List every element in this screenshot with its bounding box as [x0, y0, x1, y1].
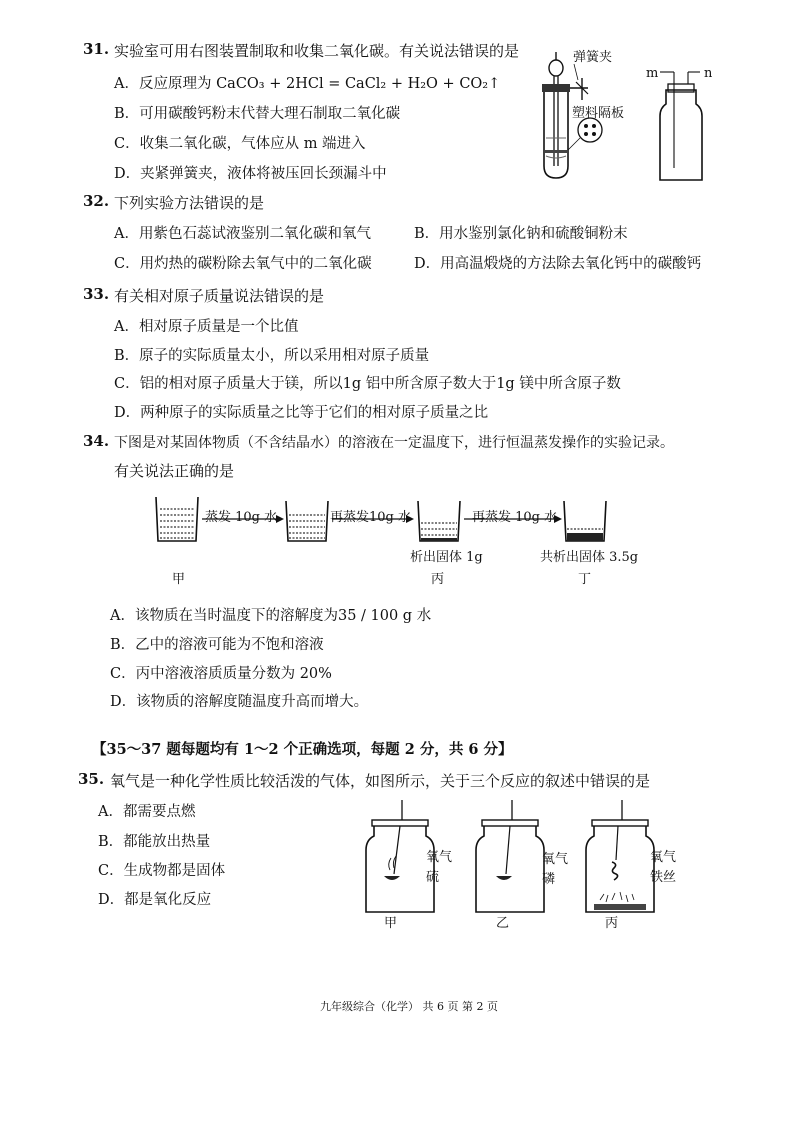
beaker-icon	[156, 497, 198, 541]
page-footer: 九年级综合（化学） 共 6 页 第 2 页	[320, 1000, 498, 1013]
spring-clip-icon	[570, 64, 588, 100]
question-34-stem-line1: 下图是对某固体物质（不含结晶水）的溶液在一定温度下，进行恒温蒸发操作的实验记录。	[114, 435, 674, 451]
label-m: m	[646, 66, 659, 81]
jar2-gas-label: 氧气	[542, 852, 569, 867]
label-n: n	[704, 66, 713, 81]
arrow-label-2: 再蒸发10g 水	[330, 510, 411, 525]
jar1-tag: 甲	[384, 916, 398, 931]
jar3-substance-label: 铁丝	[650, 870, 677, 885]
q33-option-d: D．两种原子的实际质量之比等于它们的相对原子质量之比	[114, 405, 489, 421]
q31-apparatus-figure	[530, 38, 720, 188]
q35-jars-figure	[360, 800, 680, 918]
q33-option-b: B．原子的实际质量太小，所以采用相对原子质量	[114, 348, 430, 364]
q35-option-a: A．都需要点燃	[98, 804, 196, 820]
beaker-tag-jia: 甲	[172, 572, 186, 587]
jar1-substance-label: 硫	[426, 870, 440, 885]
q35-option-d: D．都是氧化反应	[98, 892, 212, 908]
arrow-label-1: 蒸发 10g 水	[205, 510, 278, 525]
question-31-stem: 实验室可用右图装置制取和收集二氧化碳。有关说法错误的是	[114, 42, 520, 60]
test-tube-icon	[542, 84, 570, 178]
q31-option-c: C．收集二氧化碳，气体应从 m 端进入	[114, 136, 366, 152]
gas-jar-icon	[476, 800, 544, 912]
question-32-number: 32.	[83, 192, 110, 210]
jar3-gas-label: 氧气	[650, 850, 677, 865]
funnel-icon	[549, 52, 563, 166]
beaker-icon	[418, 501, 460, 541]
beaker-tag-ding: 丁	[578, 572, 592, 587]
label-plastic-plate: 塑料隔板	[572, 106, 625, 121]
q34-option-c: C．丙中溶液溶质质量分数为 20%	[110, 666, 332, 682]
jar1-gas-label: 氧气	[426, 850, 453, 865]
question-33-stem: 有关相对原子质量说法错误的是	[114, 287, 325, 305]
jar2-tag: 乙	[496, 916, 510, 931]
gas-bottle-icon	[660, 72, 702, 180]
plastic-plate-icon	[568, 118, 602, 150]
beaker-tag-bing: 丙	[431, 572, 445, 587]
q31-option-d: D．夹紧弹簧夹，液体将被压回长颈漏斗中	[114, 166, 387, 182]
q34-option-d: D．该物质的溶解度随温度升高而增大。	[110, 694, 369, 710]
q35-option-b: B．都能放出热量	[98, 834, 211, 850]
question-35-number: 35.	[78, 770, 105, 788]
question-33-number: 33.	[83, 285, 110, 303]
gas-jar-icon	[586, 800, 654, 912]
jar3-tag: 丙	[605, 916, 619, 931]
q33-option-c: C．铝的相对原子质量大于镁，所以1g 铝中所含原子数大于1g 镁中所含原子数	[114, 376, 621, 392]
q33-option-a: A．相对原子质量是一个比值	[114, 319, 299, 335]
q34-option-a: A．该物质在当时温度下的溶解度为35 / 100 g 水	[110, 608, 432, 624]
question-35-stem: 氧气是一种化学性质比较活泼的气体，如图所示，关于三个反应的叙述中错误的是	[110, 772, 651, 790]
gas-jar-icon	[366, 800, 434, 912]
beaker-icon	[564, 501, 606, 541]
question-32-stem: 下列实验方法错误的是	[114, 194, 265, 212]
q32-option-d: D．用高温煅烧的方法除去氧化钙中的碳酸钙	[414, 256, 702, 272]
q31-option-a: A．反应原理为 CaCO₃ + 2HCl = CaCl₂ + H₂O + CO₂↑	[114, 76, 501, 92]
note-precipitate-1g: 析出固体 1g	[410, 550, 483, 565]
q35-option-c: C．生成物都是固体	[98, 863, 226, 879]
q32-option-a: A．用紫色石蕊试液鉴别二氧化碳和氧气	[114, 226, 371, 242]
q31-option-b: B．可用碳酸钙粉末代替大理石制取二氧化碳	[114, 106, 401, 122]
beaker-icon	[286, 501, 328, 541]
q34-option-b: B．乙中的溶液可能为不饱和溶液	[110, 637, 324, 653]
q32-option-c: C．用灼热的碳粉除去氧气中的二氧化碳	[114, 256, 372, 272]
question-34-number: 34.	[83, 432, 110, 450]
note-precipitate-3-5g: 共析出固体 3.5g	[540, 550, 639, 565]
question-31-number: 31.	[83, 40, 110, 58]
section-header: 【35～37 题每题均有 1～2 个正确选项，每题 2 分，共 6 分】	[92, 741, 513, 758]
question-34-stem-line2: 有关说法正确的是	[114, 462, 235, 480]
arrow-label-3: 再蒸发 10g 水	[472, 510, 558, 525]
label-spring-clip: 弹簧夹	[573, 50, 613, 65]
jar2-substance-label: 磷	[542, 872, 556, 887]
q32-option-b: B．用水鉴别氯化钠和硫酸铜粉末	[414, 226, 628, 242]
